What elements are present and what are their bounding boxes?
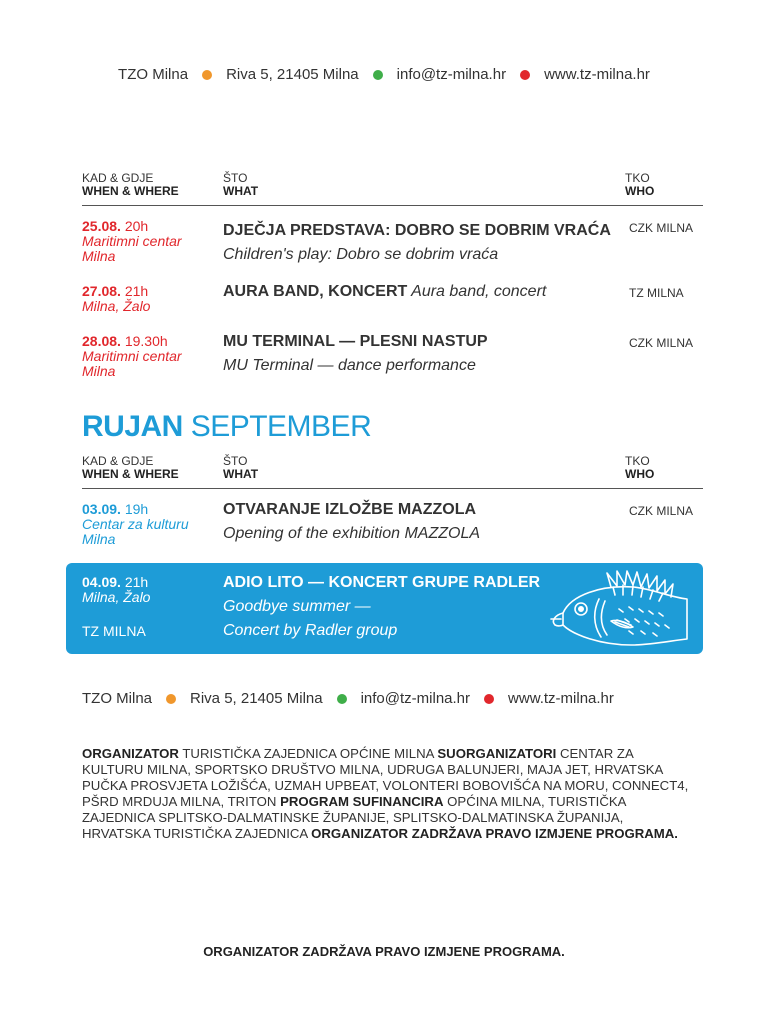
contact-website[interactable]: www.tz-milna.hr <box>508 690 614 707</box>
contact-address: Riva 5, 21405 Milna <box>226 66 359 83</box>
event-subtitle: Opening of the exhibition MAZZOLA <box>223 525 481 542</box>
event-what <box>223 498 613 546</box>
contact-name: TZO Milna <box>82 690 153 707</box>
event-date: 27.08. <box>82 283 121 299</box>
event-location: Maritimni centar Milna <box>82 348 182 379</box>
contact-name: TZO Milna <box>118 66 189 83</box>
event-title: MU TERMINAL — PLESNI NASTUP <box>223 333 488 350</box>
event-what <box>223 219 613 267</box>
event-time: 21h <box>120 283 149 299</box>
event-subtitle-line1: Goodbye summer — <box>223 598 371 615</box>
contact-website[interactable]: www.tz-milna.hr <box>544 66 650 83</box>
event-what <box>223 280 613 304</box>
event-who: CZK MILNA <box>629 336 694 350</box>
header-what: ŠTO WHAT <box>223 171 259 198</box>
event-title: DJEČJA PREDSTAVA: DOBRO SE DOBRIM VRAĆA <box>223 222 611 239</box>
event-title: OTVARANJE IZLOŽBE MAZZOLA <box>223 501 477 518</box>
organizers-block <box>82 746 692 842</box>
event-when <box>82 575 222 605</box>
event-date: 04.09. <box>82 574 121 590</box>
event-when <box>82 334 222 379</box>
event-who: CZK MILNA <box>629 504 694 518</box>
event-subtitle-line2: Concert by Radler group <box>223 622 398 639</box>
orange-dot-icon <box>202 70 212 80</box>
event-subtitle: Children's play: Dobro se dobrim vraća <box>223 246 499 263</box>
event-time: 20h <box>120 218 149 234</box>
month-title-en: SEPTEMBER <box>182 410 372 443</box>
event-what <box>223 330 613 378</box>
contact-email[interactable]: info@tz-milna.hr <box>360 690 471 707</box>
header-what: ŠTO WHAT <box>223 454 259 481</box>
event-when <box>82 502 222 547</box>
event-location: Maritimni centar Milna <box>82 233 182 264</box>
event-when <box>82 219 222 264</box>
header-who: TKO WHO <box>625 454 655 481</box>
label-organizer: ORGANIZATOR <box>82 746 179 761</box>
funded-text: OPĆINA MILNA, TURISTIČKA ZAJEDNICA SPLITSKO-DALMATINSKE ŽUPANIJE, SPLITSKO-DALMATINSKA ŽUPANIJA, HRVATSKA TURISTIČKA ZAJEDNICA <box>82 794 626 841</box>
footer-note: ORGANIZATOR ZADRŽAVA PRAVO IZMJENE PROGRAMA. <box>203 944 565 959</box>
fish-icon <box>541 569 691 651</box>
event-subtitle: MU Terminal — dance performance <box>223 357 476 374</box>
contact-email[interactable]: info@tz-milna.hr <box>396 66 507 83</box>
event-who: CZK MILNA <box>629 221 694 235</box>
table-header-september <box>82 455 703 489</box>
event-location: Centar za kulturu Milna <box>82 516 189 547</box>
bottom-contact-bar <box>82 690 614 707</box>
co-organizers-text: CENTAR ZA KULTURU MILNA, SPORTSKO DRUŠTVO MILNA, UDRUGA BALUNJERI, MAJA JET, HRVATSKA PUČKA PROSVJETA LOŽIŠĆA, UZMAH UPBEAT, VOLONTERI BOBOVIŠĆA NA MORU, CONNECT4, PŠRD MRDUJA MILNA, TRITON <box>82 746 689 809</box>
organizer-text: TURISTIČKA ZAJEDNICA OPĆINE MILNA <box>178 746 438 761</box>
month-title-hr: RUJAN <box>82 410 183 443</box>
red-dot-icon <box>484 694 494 704</box>
event-title: ADIO LITO — KONCERT GRUPE RADLER <box>223 574 541 591</box>
event-when <box>82 284 222 314</box>
event-title: AURA BAND, KONCERT <box>223 283 408 300</box>
event-who: TZ MILNA <box>82 623 146 639</box>
table-header-august <box>82 172 703 206</box>
event-time: 21h <box>120 574 149 590</box>
red-dot-icon <box>520 70 530 80</box>
event-location: Milna, Žalo <box>82 589 151 605</box>
event-date: 03.09. <box>82 501 121 517</box>
header-who: TKO WHO <box>625 171 655 198</box>
label-funded: PROGRAM SUFINANCIRA <box>280 794 444 809</box>
month-title <box>82 410 371 444</box>
label-co-organizers: SUORGANIZATORI <box>437 746 557 761</box>
event-time: 19h <box>120 501 149 517</box>
event-subtitle: Aura band, concert <box>407 283 547 300</box>
event-date: 28.08. <box>82 333 121 349</box>
contact-address: Riva 5, 21405 Milna <box>190 690 323 707</box>
header-when: KAD & GDJE WHEN & WHERE <box>82 454 179 481</box>
event-who: TZ MILNA <box>629 286 684 300</box>
event-date: 25.08. <box>82 218 121 234</box>
green-dot-icon <box>373 70 383 80</box>
reserve-note: ORGANIZATOR ZADRŽAVA PRAVO IZMJENE PROGRAMA. <box>311 826 678 841</box>
orange-dot-icon <box>166 694 176 704</box>
event-time: 19.30h <box>120 333 168 349</box>
top-contact-bar <box>0 66 768 83</box>
highlight-event <box>66 563 703 654</box>
green-dot-icon <box>337 694 347 704</box>
event-location: Milna, Žalo <box>82 298 151 314</box>
header-when: KAD & GDJE WHEN & WHERE <box>82 171 179 198</box>
